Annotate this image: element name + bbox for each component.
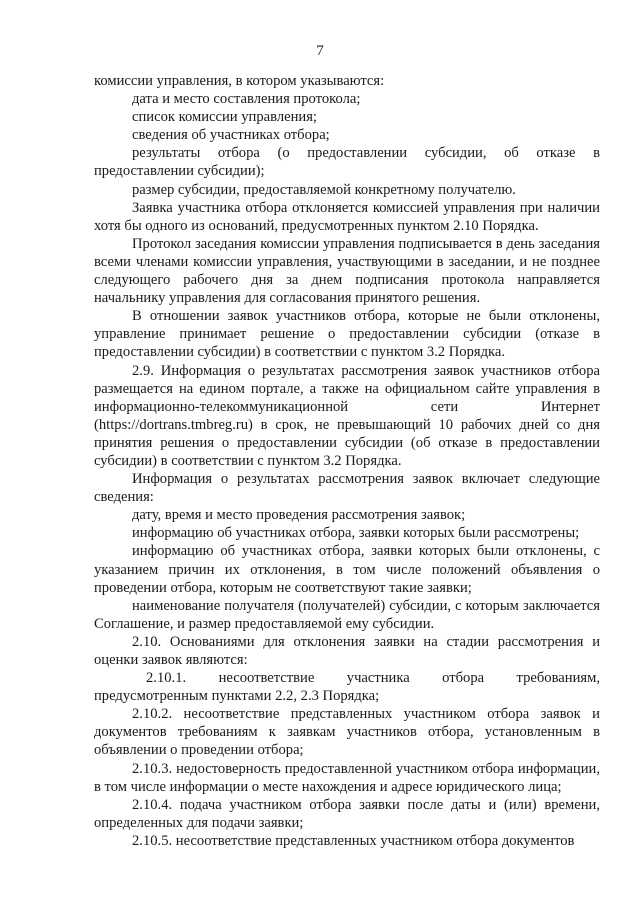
paragraph: 2.9. Информация о результатах рассмотрения заявок участников отбора размещается на едином портале, а также на официальном сайте управления в информационно-телекоммуникационной сети Интернет (https://dortrans.tmbreg.ru) в срок, не превышающий 10 рабочих дней со дня принятия решения о предоставлении субсидии (об отказе в предоставлении субсидии) в соответствии с пунктом 3.2 Порядка. [94,362,600,469]
paragraph: 2.10.3. недостоверность предоставленной участником отбора информации, в том числе информации о месте нахождения и адресе юридического лица; [94,760,600,795]
paragraph: информацию об участниках отбора, заявки которых были рассмотрены; [132,525,580,542]
paragraph: Информация о результатах рассмотрения заявок включает следующие сведения: [94,471,600,506]
paragraph: 2.10.2. несоответствие представленных участником отбора заявок и документов требованиям к заявкам участников отбора, установленным в объявлении о проведении отбора; [94,706,600,759]
paragraph: 2.10.4. подача участником отбора заявки после даты и (или) времени, определенных для подачи заявки; [94,796,600,831]
paragraph: 2.10.1. несоответствие участника отбора требованиям, предусмотренным пунктами 2.2, 2.3 Порядка; [94,670,600,705]
paragraph: дата и место составления протокола; [132,91,361,108]
paragraph: Заявка участника отбора отклоняется комиссией управления при наличии хотя бы одного из оснований, предусмотренных пунктом 2.10 Порядка. [94,199,600,234]
paragraph: 2.10.5. несоответствие представленных участником отбора документов [132,832,575,849]
paragraph: размер субсидии, предоставляемой конкретному получателю. [132,181,516,198]
paragraph: сведения об участниках отбора; [132,127,330,144]
paragraph: дату, время и место проведения рассмотрения заявок; [132,507,466,524]
paragraph: В отношении заявок участников отбора, которые не были отклонены, управление принимает решение о предоставлении субсидии (отказе в предоставлении субсидии) в соответствии с пунктом 3.2 Порядка. [94,308,600,361]
paragraph: 2.10. Основаниями для отклонения заявки на стадии рассмотрения и оценки заявок являются: [94,633,600,668]
paragraph: комиссии управления, в котором указываются: [94,73,385,89]
paragraph: список комиссии управления; [132,109,317,126]
paragraph: информацию об участниках отбора, заявки которых были отклонены, с указанием причин их отклонения, в том числе положений объявления о проведении отбора, которым не соответствуют такие заявки; [94,543,600,596]
paragraph: результаты отбора (о предоставлении субсидии, об отказе в предоставлении субсидии); [94,145,600,180]
paragraph: Протокол заседания комиссии управления подписывается в день заседания всеми членами комиссии управления, участвующими в заседании, и не позднее следующего рабочего дня за днем подписания протокола направляется начальнику управления для согласования принятого решения. [94,235,600,307]
paragraph: наименование получателя (получателей) субсидии, с которым заключается Соглашение, и размер предоставляемой ему субсидии. [94,597,600,632]
document-body [94,72,600,850]
page-number: 7 [316,43,324,59]
